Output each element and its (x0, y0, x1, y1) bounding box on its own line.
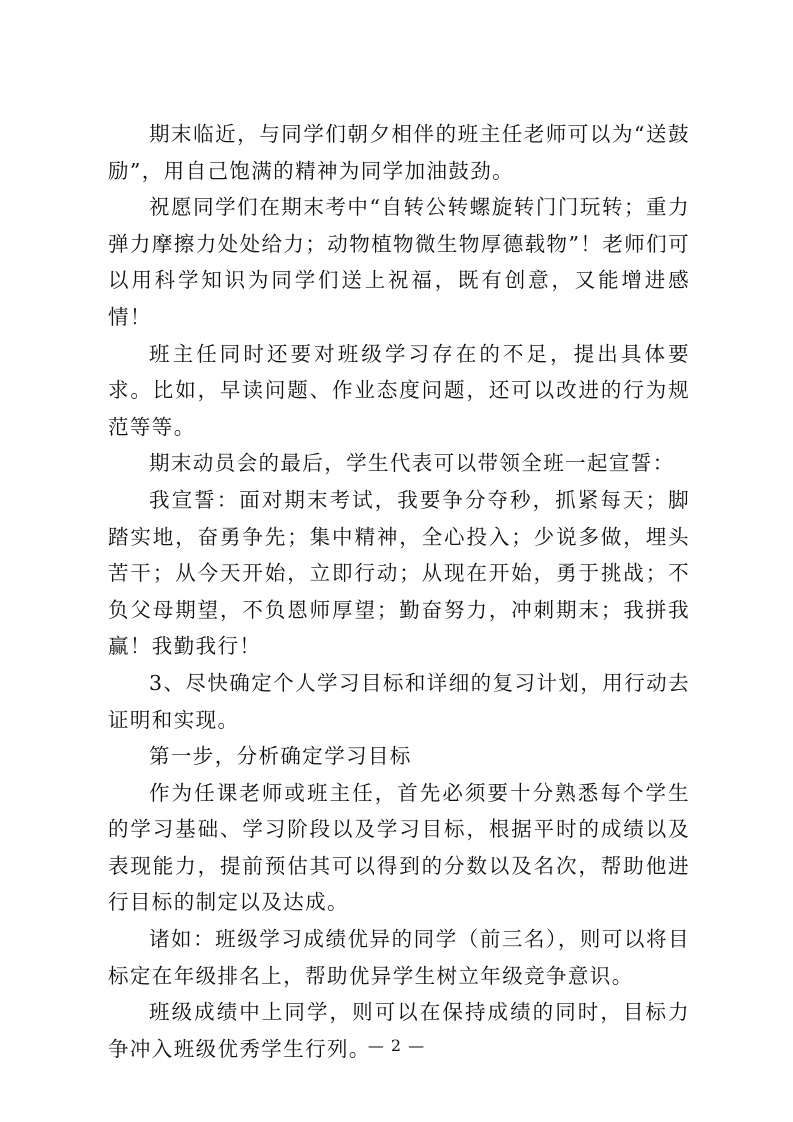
paragraph-encouragement: 期末临近，与同学们朝夕相伴的班主任老师可以为“送鼓励”，用自己饱满的精神为同学加油鼓劲。 (108, 122, 690, 183)
paragraph-oath-intro: 期末动员会的最后，学生代表可以带领全班一起宣誓： (149, 451, 675, 476)
paragraph-mid-students: 班级成绩中上同学，则可以在保持成绩的同时，目标力争冲入班级优秀学生行列。 (108, 1000, 690, 1061)
paragraph-oath: 我宣誓：面对期末考试，我要争分夺秒，抓紧每天；脚踏实地，奋勇争先；集中精神，全心投入；少说多做，埋头苦干；从今天开始，立即行动；从现在开始，勇于挑战；不负父母期望，不负恩师厚望；勤奋努力，冲刺期末；我拼我赢！我勤我行！ (108, 487, 690, 659)
paragraph-teacher-role: 作为任课老师或班主任，首先必须要十分熟悉每个学生的学习基础、学习阶段以及学习目标，根据平时的成绩以及表现能力，提前预估其可以得到的分数以及名次，帮助他进行目标的制定以及达成。 (108, 780, 690, 915)
paragraph-blessing: 祝愿同学们在期末考中“自转公转螺旋转门门玩转；重力弹力摩擦力处处给力；动物植物微生物厚德载物”！老师们可以用科学知识为同学们送上祝福，既有创意，又能增进感情！ (108, 195, 690, 329)
page-number: — 2 — (367, 1036, 426, 1055)
paragraph-step-1: 第一步，分析确定学习目标 (149, 744, 412, 769)
paragraph-requirements: 班主任同时还要对班级学习存在的不足，提出具体要求。比如，早读问题、作业态度问题，还可以改进的行为规范等等。 (108, 341, 690, 439)
paragraph-section-3: 3、尽快确定个人学习目标和详细的复习计划，用行动去证明和实现。 (108, 670, 690, 732)
document-body (108, 116, 690, 1067)
paragraph-top-students: 诸如：班级学习成绩优异的同学（前三名），则可以将目标定在年级排名上，帮助优异学生树立年级竞争意识。 (108, 927, 690, 988)
